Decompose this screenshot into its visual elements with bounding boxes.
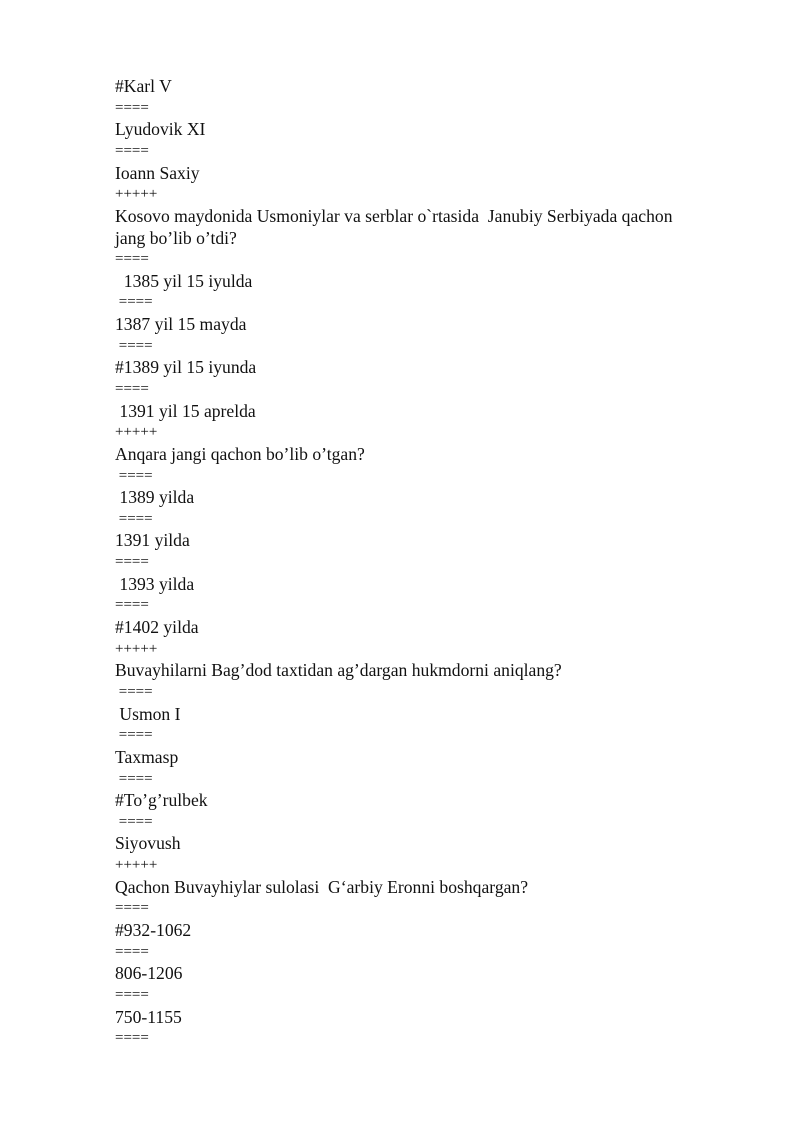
- option-separator: ====: [115, 813, 153, 830]
- answer-option: #1402 yilda: [115, 617, 199, 638]
- answer-option: Ioann Saxiy: [115, 162, 200, 183]
- question-separator: +++++: [115, 186, 158, 203]
- option-separator: ====: [115, 251, 149, 268]
- question-text: Anqara jangi qachon bo’lib o’tgan?: [115, 443, 365, 464]
- answer-option: 1391 yil 15 aprelda: [115, 400, 256, 421]
- question-separator: +++++: [115, 640, 158, 657]
- answer-option: 1393 yilda: [115, 573, 195, 594]
- option-separator: ====: [115, 1030, 149, 1047]
- answer-option: Taxmasp: [115, 746, 179, 767]
- document-body: [115, 76, 735, 1050]
- answer-option: 750-1155: [115, 1006, 182, 1027]
- answer-option: #1389 yil 15 iyunda: [115, 357, 257, 378]
- option-separator: ====: [115, 900, 149, 917]
- option-separator: ====: [115, 597, 149, 614]
- question-text: Qachon Buvayhiylar sulolasi G‘arbiy Eronni boshqargan?: [115, 876, 529, 897]
- answer-option: 806-1206: [115, 963, 183, 984]
- question-separator: +++++: [115, 424, 158, 441]
- answer-option: #To’g’rulbek: [115, 790, 208, 811]
- answer-option: 1387 yil 15 mayda: [115, 314, 247, 335]
- option-separator: ====: [115, 683, 153, 700]
- option-separator: ====: [115, 142, 149, 159]
- answer-option: Siyovush: [115, 833, 181, 854]
- option-separator: ====: [115, 770, 153, 787]
- answer-option: #932-1062: [115, 920, 192, 941]
- option-separator: ====: [115, 986, 149, 1003]
- option-separator: ====: [115, 467, 153, 484]
- answer-option: Lyudovik XI: [115, 119, 206, 140]
- answer-option: Usmon I: [115, 703, 181, 724]
- question-separator: +++++: [115, 857, 158, 874]
- option-separator: ====: [115, 943, 149, 960]
- answer-option: 1391 yilda: [115, 530, 190, 551]
- option-separator: ====: [115, 381, 149, 397]
- question-text: Kosovo maydonida Usmoniylar va serblar o`rtasida Janubiy Serbiyada qachon jang bo’lib o’tdi?: [115, 205, 673, 248]
- question-text: Buvayhilarni Bag’dod taxtidan ag’dargan hukmdorni aniqlang?: [115, 660, 562, 681]
- answer-option: 1389 yilda: [115, 487, 195, 508]
- answer-option: #Karl V: [115, 76, 172, 96]
- option-separator: ====: [115, 99, 149, 116]
- option-separator: ====: [115, 727, 153, 744]
- option-separator: ====: [115, 337, 153, 354]
- option-separator: ====: [115, 294, 153, 311]
- option-separator: ====: [115, 510, 153, 527]
- answer-option: 1385 yil 15 iyulda: [115, 270, 253, 291]
- option-separator: ====: [115, 554, 149, 571]
